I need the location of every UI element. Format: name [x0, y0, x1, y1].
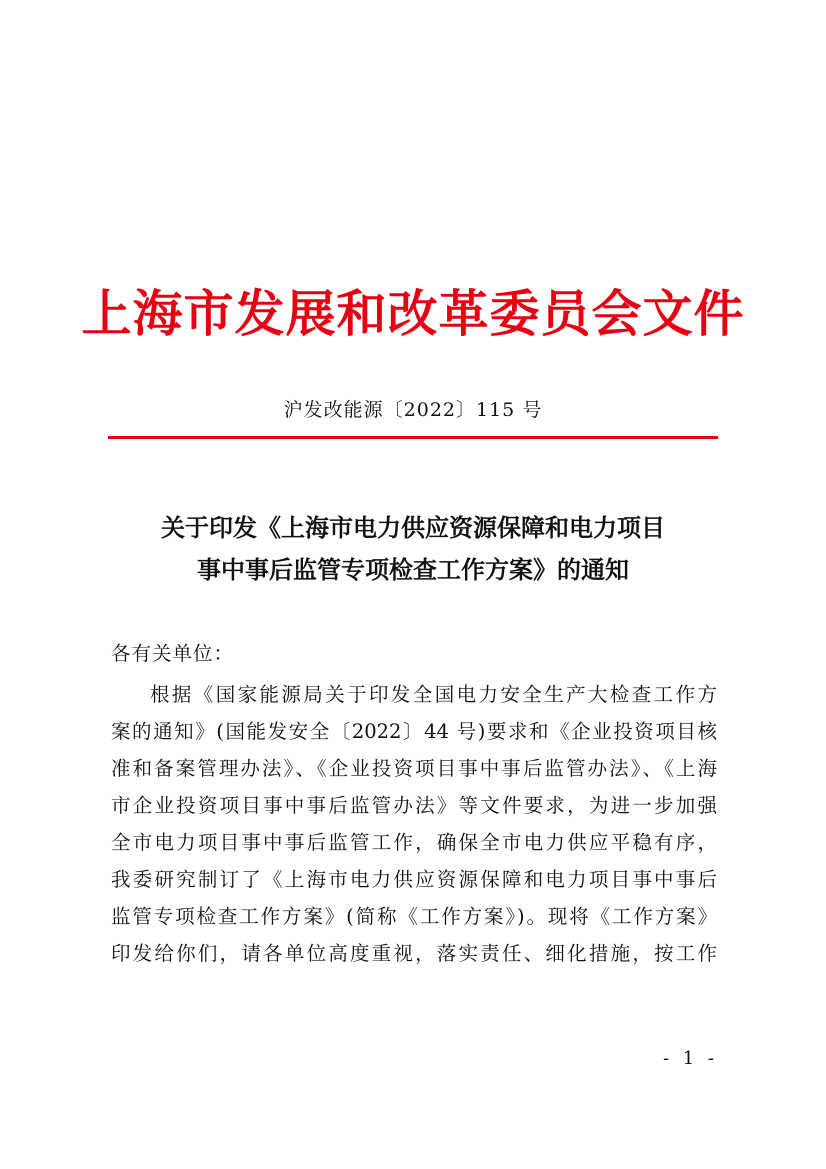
- body-line: 市企业投资项目事中事后监管办法》等文件要求，为进一步加强: [111, 794, 717, 817]
- notice-title: [0, 507, 826, 591]
- page-number: - 1 -: [662, 1048, 718, 1069]
- body-line: 根据《国家能源局关于印发全国电力安全生产大检查工作方: [150, 683, 717, 706]
- body-line: 全市电力项目事中事后监管工作，确保全市电力供应平稳有序，: [111, 831, 717, 854]
- body-line: 案的通知》(国能发安全〔2022〕44 号)要求和《企业投资项目核: [111, 720, 717, 743]
- salutation: 各有关单位：: [111, 642, 235, 665]
- notice-title-line: 事中事后监管专项检查工作方案》的通知: [197, 555, 629, 584]
- body-line: 印发给你们，请各单位高度重视，落实责任、细化措施，按工作: [111, 942, 717, 965]
- document-number: 沪发改能源〔2022〕115 号: [283, 399, 543, 421]
- body-line: 我委研究制订了《上海市电力供应资源保障和电力项目事中事后: [111, 868, 717, 891]
- body-line: 监管专项检查工作方案》(简称《工作方案》)。现将《工作方案》: [111, 905, 717, 928]
- body-line: 准和备案管理办法》、《企业投资项目事中事后监管办法》、《上海: [111, 757, 717, 780]
- body-paragraph: [111, 676, 717, 972]
- red-divider-line: [108, 436, 718, 439]
- masthead-title: 上海市发展和改革委员会文件: [81, 284, 745, 343]
- notice-title-line: 关于印发《上海市电力供应资源保障和电力项目: [161, 513, 665, 542]
